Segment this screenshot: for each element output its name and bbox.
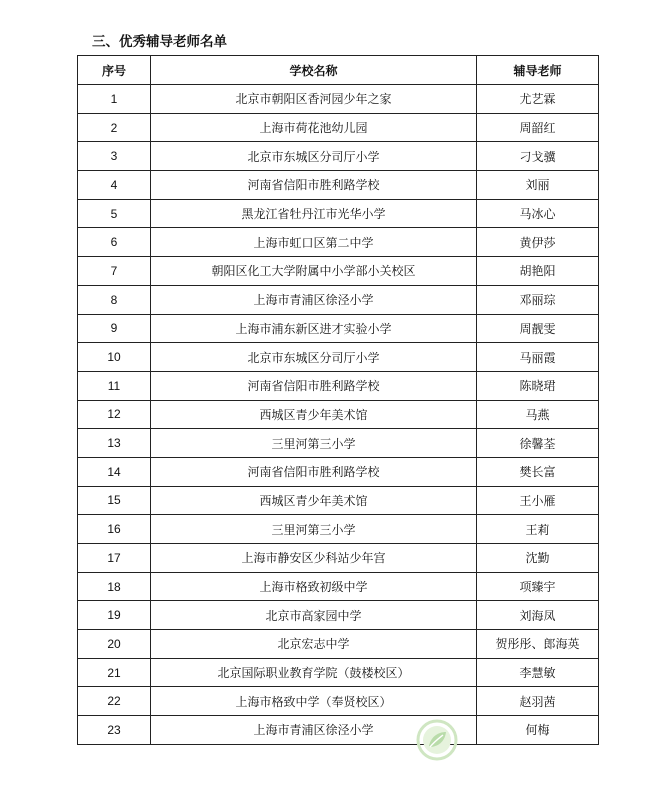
table-row	[78, 457, 599, 486]
table-row	[78, 716, 599, 745]
teacher-table	[77, 55, 599, 745]
teacher-name: 邓丽琮	[477, 285, 599, 314]
table-row	[78, 113, 599, 142]
teacher-name: 王小雁	[477, 486, 599, 515]
table-row	[78, 257, 599, 286]
school-name: 北京市朝阳区香河园少年之家	[151, 85, 477, 114]
table-body	[78, 85, 599, 745]
header-school: 学校名称	[151, 56, 477, 85]
school-name: 上海市荷花池幼儿园	[151, 113, 477, 142]
school-name: 三里河第三小学	[151, 429, 477, 458]
teacher-name: 周靓雯	[477, 314, 599, 343]
school-name: 北京市高家园中学	[151, 601, 477, 630]
school-name: 北京市东城区分司厅小学	[151, 343, 477, 372]
row-index: 19	[78, 601, 151, 630]
teacher-name: 贺彤彤、郎海英	[477, 630, 599, 659]
row-index: 16	[78, 515, 151, 544]
table-row	[78, 486, 599, 515]
teacher-name: 刘海凤	[477, 601, 599, 630]
teacher-name: 马丽霞	[477, 343, 599, 372]
row-index: 20	[78, 630, 151, 659]
row-index: 13	[78, 429, 151, 458]
row-index: 5	[78, 199, 151, 228]
row-index: 15	[78, 486, 151, 515]
table-row	[78, 687, 599, 716]
school-name: 河南省信阳市胜利路学校	[151, 457, 477, 486]
table-row	[78, 658, 599, 687]
row-index: 7	[78, 257, 151, 286]
teacher-name: 王莉	[477, 515, 599, 544]
table-row	[78, 400, 599, 429]
header-teacher: 辅导老师	[477, 56, 599, 85]
school-name: 上海市浦东新区进才实验小学	[151, 314, 477, 343]
table-row	[78, 314, 599, 343]
teacher-name: 刘丽	[477, 171, 599, 200]
school-name: 上海市静安区少科站少年宫	[151, 544, 477, 573]
table-row	[78, 228, 599, 257]
table-row	[78, 630, 599, 659]
row-index: 18	[78, 572, 151, 601]
table-row	[78, 601, 599, 630]
school-name: 三里河第三小学	[151, 515, 477, 544]
teacher-name: 赵羽茜	[477, 687, 599, 716]
leaf-logo-icon	[416, 719, 458, 761]
teacher-name: 马燕	[477, 400, 599, 429]
school-name: 上海市虹口区第二中学	[151, 228, 477, 257]
school-name: 西城区青少年美术馆	[151, 486, 477, 515]
table-row	[78, 572, 599, 601]
table-row	[78, 285, 599, 314]
school-name: 河南省信阳市胜利路学校	[151, 371, 477, 400]
school-name: 上海市格致中学（奉贤校区）	[151, 687, 477, 716]
row-index: 22	[78, 687, 151, 716]
school-name: 黑龙江省牡丹江市光华小学	[151, 199, 477, 228]
row-index: 1	[78, 85, 151, 114]
teacher-name: 李慧敏	[477, 658, 599, 687]
school-name: 上海市青浦区徐泾小学	[151, 716, 477, 745]
school-name: 朝阳区化工大学附属中小学部小关校区	[151, 257, 477, 286]
row-index: 6	[78, 228, 151, 257]
school-name: 西城区青少年美术馆	[151, 400, 477, 429]
table-row	[78, 343, 599, 372]
row-index: 21	[78, 658, 151, 687]
header-index: 序号	[78, 56, 151, 85]
row-index: 8	[78, 285, 151, 314]
school-name: 上海市青浦区徐泾小学	[151, 285, 477, 314]
row-index: 4	[78, 171, 151, 200]
teacher-name: 尤艺霖	[477, 85, 599, 114]
row-index: 17	[78, 544, 151, 573]
teacher-name: 樊长富	[477, 457, 599, 486]
row-index: 3	[78, 142, 151, 171]
header-row	[78, 56, 599, 85]
teacher-name: 徐馨荃	[477, 429, 599, 458]
school-name: 河南省信阳市胜利路学校	[151, 171, 477, 200]
teacher-name: 刁戈骥	[477, 142, 599, 171]
row-index: 2	[78, 113, 151, 142]
row-index: 14	[78, 457, 151, 486]
teacher-name: 陈晓珺	[477, 371, 599, 400]
table-header	[78, 56, 599, 85]
row-index: 9	[78, 314, 151, 343]
teacher-name: 黄伊莎	[477, 228, 599, 257]
teacher-name: 何梅	[477, 716, 599, 745]
school-name: 上海市格致初级中学	[151, 572, 477, 601]
school-name: 北京宏志中学	[151, 630, 477, 659]
section-title: 三、优秀辅导老师名单	[92, 34, 227, 50]
table-row	[78, 371, 599, 400]
school-name: 北京市东城区分司厅小学	[151, 142, 477, 171]
table-row	[78, 142, 599, 171]
teacher-name: 马冰心	[477, 199, 599, 228]
table-row	[78, 429, 599, 458]
table-row	[78, 199, 599, 228]
row-index: 11	[78, 371, 151, 400]
school-name: 北京国际职业教育学院（鼓楼校区）	[151, 658, 477, 687]
teacher-name: 项臻宇	[477, 572, 599, 601]
table-row	[78, 85, 599, 114]
table-row	[78, 171, 599, 200]
teacher-name: 沈勤	[477, 544, 599, 573]
row-index: 10	[78, 343, 151, 372]
table-row	[78, 544, 599, 573]
teacher-name: 周韶红	[477, 113, 599, 142]
row-index: 12	[78, 400, 151, 429]
row-index: 23	[78, 716, 151, 745]
table-row	[78, 515, 599, 544]
teacher-name: 胡艳阳	[477, 257, 599, 286]
